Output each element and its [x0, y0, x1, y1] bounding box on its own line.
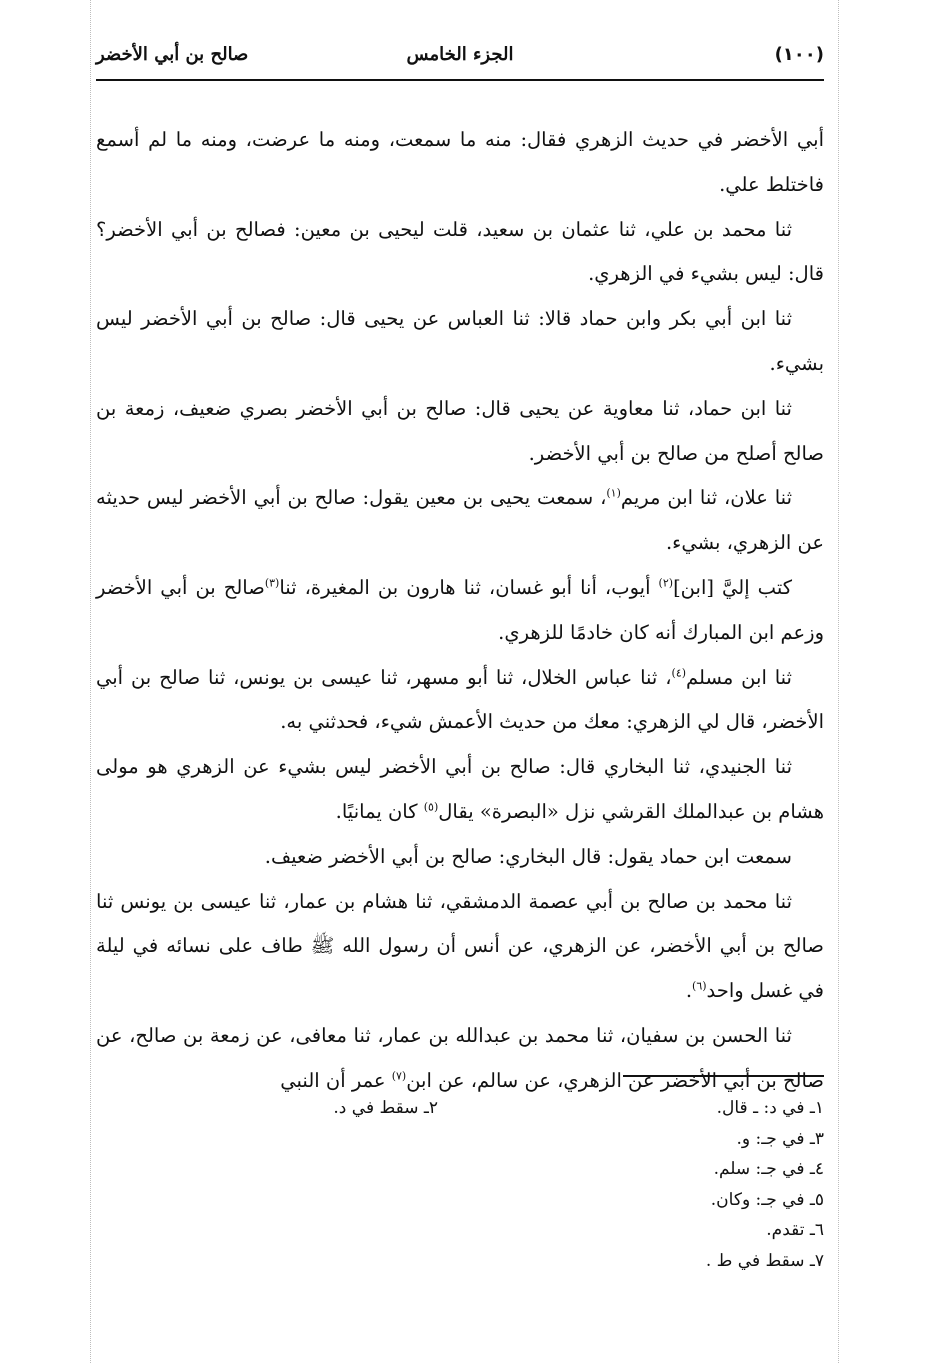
footnote-marker: (٥) — [423, 800, 439, 814]
paragraph — [96, 118, 824, 208]
footnotes — [96, 1093, 824, 1277]
footnote-row — [96, 1185, 824, 1216]
text-run: ، سمعت يحيى بن معين يقول: صالح بن أبي الأخضر ليس حديثه عن الزهري، بشيء. — [96, 486, 824, 555]
footnote-row — [96, 1093, 824, 1124]
footnote-separator — [623, 1075, 824, 1077]
footnote-marker: (١) — [606, 486, 621, 500]
text-run: ثنا ابن مسلم — [686, 665, 792, 689]
text-run: كان يمانيًا. — [335, 799, 424, 823]
right-margin-guide — [838, 0, 839, 1363]
text-run: عمر أن النبي — [280, 1068, 392, 1092]
paragraph — [96, 835, 824, 880]
paragraph — [96, 880, 824, 1014]
paragraph — [96, 476, 824, 566]
text-run: ثنا ابن أبي بكر وابن حماد قالا: ثنا العباس عن يحيى قال: صالح بن أبي الأخضر ليس بشيء. — [96, 307, 824, 375]
page-number: (١٠٠) — [774, 44, 824, 65]
text-run: ثنا محمد بن صالح بن أبي عصمة الدمشقي، ثنا هشام بن عمار، ثنا عيسى بن يونس ثنا صالح بن أبي الأخضر، عن الزهري، عن أنس أن رسول الله ﷺ طاف على نسائه في ليلة في غسل واحد — [96, 889, 824, 1003]
footnote: ٤ـ في جـ: سلم. — [713, 1159, 824, 1180]
text-run: ، ثنا عباس الخلال، ثنا أبو مسهر، ثنا عيسى بن يونس، ثنا صالح بن أبي الأخضر، قال لي الزهري: معك من حديث الأعمش شيء، فحدثني به. — [96, 665, 824, 734]
text-run: . — [685, 979, 693, 1003]
text-run: ثنا ابن حماد، ثنا معاوية عن يحيى قال: صالح بن أبي الأخضر بصري ضعيف، زمعة بن صالح أصلح من صالح بن أبي الأخضر. — [96, 396, 824, 465]
footnote-row — [96, 1215, 824, 1246]
footnote: ١ـ في د: ـ قال. — [716, 1098, 824, 1118]
paragraph — [96, 745, 824, 835]
text-run: ثنا الحسن بن سفيان، ثنا محمد بن عبدالله بن عمار، ثنا معافى، عن زمعة بن صالح، عن صالح بن أبي الأخضر عن الزهري، عن سالم، عن ابن — [96, 1023, 824, 1092]
running-header — [96, 40, 824, 80]
paragraph — [96, 387, 824, 477]
text-run: سمعت ابن حماد يقول: قال البخاري: صالح بن أبي الأخضر ضعيف. — [264, 844, 792, 868]
text-run: كتب إليَّ [ابن] — [673, 575, 792, 599]
footnote-marker: (٢) — [658, 576, 674, 590]
paragraph — [96, 656, 824, 746]
footnote: ٧ـ سقط في ط . — [705, 1250, 824, 1271]
footnote-row — [96, 1154, 824, 1185]
paragraph — [96, 208, 824, 298]
footnote-marker: (٧) — [391, 1069, 407, 1083]
text-run: صالح بن أبي الأخضر وزعم ابن المبارك أنه كان خادمًا للزهري. — [96, 575, 824, 644]
footnote: ٥ـ في جـ: وكان. — [710, 1189, 824, 1210]
text-run: ثنا علان، ثنا ابن مريم — [620, 486, 792, 510]
text-run: ثنا الجنيدي، ثنا البخاري قال: صالح بن أبي الأخضر ليس بشيء عن الزهري هو مولى هشام بن عبدالملك القرشي نزل «البصرة» يقال — [96, 755, 824, 823]
footnote-marker: (٦) — [692, 979, 707, 993]
footnote-row — [96, 1124, 824, 1155]
footnote-marker: (٤) — [671, 666, 687, 680]
footnote: ٣ـ في جـ: و. — [736, 1128, 824, 1149]
text-run: أبي الأخضر في حديث الزهري فقال: منه ما سمعت، ومنه ما عرضت، ومنه ما لم أسمع فاختلط علي. — [96, 128, 824, 196]
left-margin-guide — [90, 0, 91, 1363]
text-run: أيوب، أنا أبو غسان، ثنا هارون بن المغيرة، ثنا — [279, 575, 659, 599]
footnote: ٦ـ تقدم. — [766, 1220, 824, 1241]
footnote: ٢ـ سقط في د. — [333, 1098, 438, 1118]
footnote-marker: (٣) — [264, 576, 280, 590]
paragraph — [96, 566, 824, 656]
text-run: ثنا محمد بن علي، ثنا عثمان بن سعيد، قلت ليحيى بن معين: فصالح بن أبي الأخضر؟ قال: ليس بشيء في الزهري. — [96, 217, 824, 286]
main-text — [96, 118, 824, 1104]
paragraph — [96, 1014, 824, 1104]
paragraph — [96, 297, 824, 387]
running-title: صالح بن أبي الأخضر — [96, 44, 249, 65]
footnote-row — [96, 1246, 824, 1277]
volume-title: الجزء الخامس — [406, 44, 514, 65]
header-rule — [96, 79, 824, 81]
